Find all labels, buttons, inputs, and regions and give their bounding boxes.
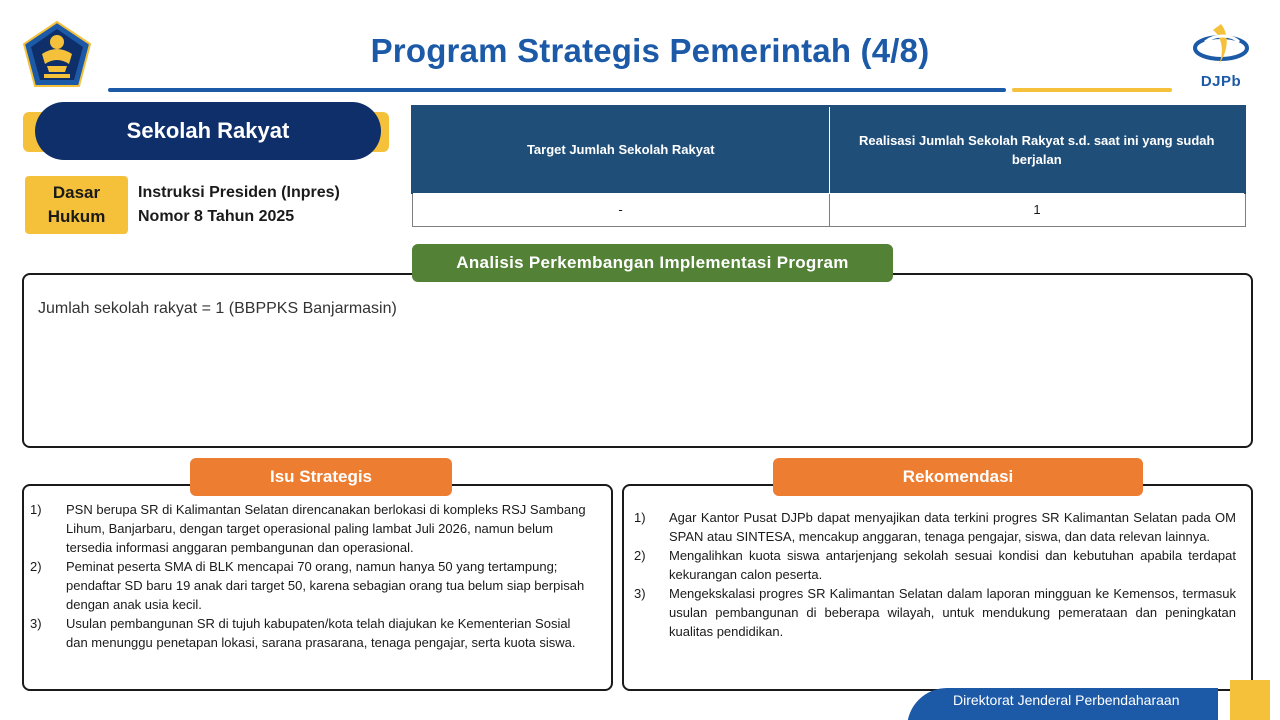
analisis-text: Jumlah sekolah rakyat = 1 (BBPPKS Banjarmasin): [38, 300, 397, 317]
legal-basis-value: [138, 181, 398, 229]
rekomendasi-header: Rekomendasi: [773, 458, 1143, 496]
list-item-number: 3): [30, 616, 42, 631]
rekomendasi-list: [634, 508, 1236, 641]
title-underline-accent: [1012, 88, 1172, 92]
kemenkeu-emblem-icon: [20, 20, 94, 90]
list-item-number: 1): [30, 502, 42, 517]
legal-basis-label-text: Dasar Hukum: [47, 183, 106, 226]
djpb-logo: [1188, 20, 1254, 92]
table-row: [412, 193, 1245, 226]
list-item-text: Agar Kantor Pusat DJPb dapat menyajikan data terkini progres SR Kalimantan Selatan pada OM SPAN atau SINTESA, mencakup anggaran, tenaga pengajar, siswa, dan data relevan lainnya.: [669, 510, 1236, 544]
list-item: [30, 557, 594, 614]
brand-name: DJPb: [1200, 73, 1242, 90]
list-item-number: 2): [30, 559, 42, 574]
legal-basis-label: [25, 176, 128, 234]
target-table: [411, 105, 1246, 227]
list-item: [634, 546, 1236, 584]
list-item-number: 3): [634, 586, 646, 601]
list-item: [634, 584, 1236, 641]
legal-basis-line-1: Instruksi Presiden (Inpres): [138, 184, 340, 201]
table-cell-realisasi: 1: [829, 193, 1245, 226]
djpb-logo-icon: [1191, 20, 1251, 72]
list-item: [634, 508, 1236, 546]
program-name: Sekolah Rakyat: [35, 102, 381, 160]
title-underline: [108, 88, 1006, 92]
isu-header: Isu Strategis: [190, 458, 452, 496]
footer-bar: [907, 688, 1218, 720]
list-item-number: 1): [634, 510, 646, 525]
footer-accent: [1230, 680, 1270, 720]
list-item: [30, 500, 594, 557]
table-cell-target: -: [412, 193, 829, 226]
legal-basis-line-2: Nomor 8 Tahun 2025: [138, 208, 295, 225]
list-item-text: Mengekskalasi progres SR Kalimantan Selatan dalam laporan mingguan ke Kemensos, termasuk usulan pembangunan di beberapa wilayah, untuk mendukung pemerataan dan peningkatan kualitas pendidikan.: [669, 586, 1236, 639]
list-item: [30, 614, 594, 652]
isu-list: [30, 500, 594, 652]
list-item-text: Peminat peserta SMA di BLK mencapai 70 orang, namun hanya 50 yang tertampung; pendaftar SD baru 19 anak dari target 50, karena sebagian orang tua belum siap berpisah dengan anak usia kecil.: [66, 559, 585, 612]
page-title: Program Strategis Pemerintah (4/8): [370, 32, 930, 69]
list-item-text: Usulan pembangunan SR di tujuh kabupaten/kota telah diajukan ke Kementerian Sosial dan menunggu penetapan lokasi, sarana prasarana, tenaga pengajar, serta kuota siswa.: [66, 616, 576, 650]
table-header-row: [412, 106, 1245, 193]
table-header-realisasi: Realisasi Jumlah Sekolah Rakyat s.d. saat ini yang sudah berjalan: [829, 106, 1245, 193]
list-item-text: PSN berupa SR di Kalimantan Selatan direncanakan berlokasi di kompleks RSJ Sambang Lihum, Banjarbaru, dengan target operasional paling lambat Juli 2026, namun belum tersedia informasi anggaran pembangunan dan operasional.: [66, 502, 586, 555]
list-item-number: 2): [634, 548, 646, 563]
list-item-text: Mengalihkan kuota siswa antarjenjang sekolah sesuai kondisi dan kebutuhan apabila terdapat kekurangan calon peserta.: [669, 548, 1236, 582]
footer-text: Direktorat Jenderal Perbendaharaan: [953, 692, 1180, 708]
analisis-header: Analisis Perkembangan Implementasi Program: [412, 244, 893, 282]
table-header-target: Target Jumlah Sekolah Rakyat: [412, 106, 829, 193]
